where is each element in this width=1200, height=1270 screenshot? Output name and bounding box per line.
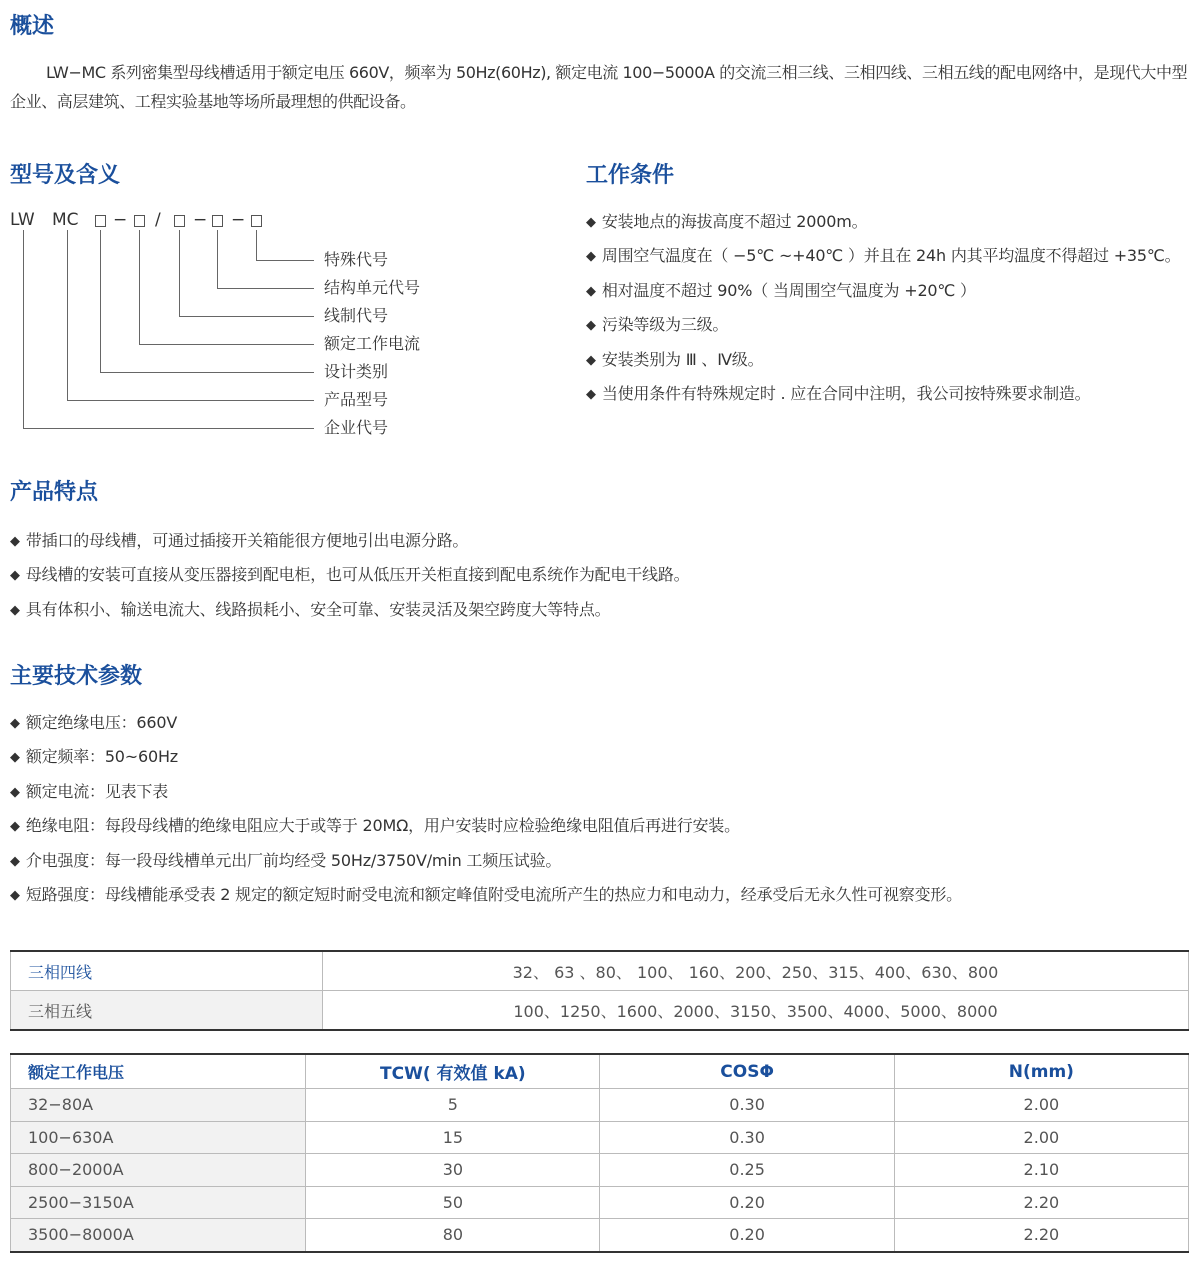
- param-text: 额定电流：见表下表: [25, 781, 169, 801]
- table-header-row: [11, 1054, 1189, 1089]
- code-dash-1: −: [113, 210, 128, 230]
- row-values: 100、1250、1600、2000、3150、3500、4000、5000、8000: [323, 991, 1189, 1031]
- param-text: 额定绝缘电压：660V: [25, 713, 178, 732]
- model-label-wiring: 线制代号: [324, 306, 389, 325]
- connector-line: [179, 316, 314, 317]
- table-row: [11, 991, 1189, 1031]
- connector-line: [67, 230, 68, 400]
- table-cell: 0.30: [600, 1121, 894, 1154]
- column-header: TCW( 有效值 kA): [306, 1054, 600, 1089]
- feature-text: 母线槽的安装可直接从变压器接到配电柜，也可从低压开关柜直接到配电系统作为配电干线路。: [25, 565, 690, 585]
- list-item: [10, 882, 962, 916]
- model-label-special: 特殊代号: [324, 250, 389, 269]
- list-item: [586, 243, 1180, 277]
- condition-text: 周围空气温度在（ −5℃ ~+40℃ ）并且在 24h 内其平均温度不得超过 +35℃。: [601, 246, 1181, 266]
- model-code-diagram: [0, 205, 560, 445]
- table-cell: 2.00: [894, 1089, 1188, 1122]
- connector-line: [256, 260, 314, 261]
- short-circuit-table: [10, 1053, 1189, 1253]
- table-row: [11, 1121, 1189, 1154]
- code-box-current: [134, 215, 145, 227]
- condition-text: 当使用条件有特殊规定时 . 应在合同中注明，我公司按特殊要求制造。: [601, 383, 1091, 403]
- table-cell: 3500−8000A: [11, 1219, 306, 1252]
- conditions-list: [586, 209, 1180, 415]
- condition-text: 安装类别为 Ⅲ 、Ⅳ级。: [601, 349, 764, 369]
- overview-text: LW−MC 系列密集型母线槽适用于额定电压 660V，频率为 50Hz(60Hz), 额定电流 100−5000A 的交流三相三线、三相四线、三相五线的配电网络中，是现代大中型企业、高层建筑、工程实验基地等场所最理想的供配设备。: [10, 63, 1188, 111]
- model-heading: 型号及含义: [10, 163, 121, 188]
- connector-line: [139, 344, 314, 345]
- list-item: [10, 779, 962, 813]
- connector-line: [23, 230, 24, 428]
- table-cell: 2.20: [894, 1186, 1188, 1219]
- diamond-bullet-icon: ◆: [10, 750, 20, 766]
- diamond-bullet-icon: ◆: [10, 887, 20, 903]
- model-label-structure: 结构单元代号: [324, 278, 421, 297]
- features-list: [10, 528, 689, 631]
- list-item: [586, 209, 1180, 243]
- diamond-bullet-icon: ◆: [10, 534, 20, 549]
- table-row: [11, 1089, 1189, 1122]
- code-box-structure: [212, 215, 223, 227]
- table-cell: 2.10: [894, 1154, 1188, 1187]
- model-label-company: 企业代号: [324, 418, 389, 437]
- table-cell: 100−630A: [11, 1121, 306, 1154]
- column-header: 额定工作电压: [11, 1054, 306, 1089]
- column-header: N(mm): [894, 1054, 1188, 1089]
- list-item: [10, 744, 962, 778]
- diamond-bullet-icon: ◆: [586, 283, 596, 299]
- param-text: 额定频率：50~60Hz: [25, 747, 178, 767]
- conditions-heading: 工作条件: [586, 163, 675, 188]
- table-cell: 2.20: [894, 1219, 1188, 1252]
- code-lw: LW: [10, 210, 35, 230]
- row-label-four-wire: 三相四线: [11, 951, 323, 991]
- feature-text: 带插口的母线槽，可通过插接开关箱能很方便地引出电源分路。: [25, 531, 469, 550]
- list-item: [10, 848, 962, 882]
- list-item: [10, 562, 689, 596]
- feature-text: 具有体积小、输送电流大、线路损耗小、安全可靠、安装灵活及架空跨度大等特点。: [25, 599, 611, 619]
- table-cell: 2500−3150A: [11, 1186, 306, 1219]
- current-rating-table: [10, 950, 1189, 1031]
- param-text: 介电强度：每一段母线槽单元出厂前均经受 50Hz/3750V/min 工频压试验。: [25, 850, 562, 870]
- connector-line: [67, 400, 314, 401]
- diamond-bullet-icon: ◆: [10, 784, 20, 800]
- table-cell: 0.20: [600, 1219, 894, 1252]
- code-dash-2: −: [193, 210, 208, 230]
- model-label-design: 设计类别: [324, 362, 389, 381]
- list-item: [10, 813, 962, 847]
- table-cell: 15: [306, 1121, 600, 1154]
- connector-line: [139, 230, 140, 344]
- table-cell: 5: [306, 1089, 600, 1122]
- overview-heading: 概述: [10, 14, 55, 39]
- connector-line: [179, 230, 180, 316]
- list-item: [10, 597, 689, 631]
- list-item: [586, 312, 1180, 346]
- table-row: [11, 951, 1189, 991]
- diamond-bullet-icon: ◆: [586, 352, 596, 368]
- condition-text: 相对温度不超过 90%（ 当周围空气温度为 +20℃ ）: [601, 280, 976, 300]
- column-header: COSΦ: [600, 1054, 894, 1089]
- model-label-current: 额定工作电流: [324, 334, 421, 353]
- diamond-bullet-icon: ◆: [10, 819, 20, 835]
- table-cell: 800−2000A: [11, 1154, 306, 1187]
- diamond-bullet-icon: ◆: [586, 249, 596, 265]
- connector-line: [23, 428, 314, 429]
- table-cell: 80: [306, 1219, 600, 1252]
- condition-text: 安装地点的海拔高度不超过 2000m。: [601, 212, 868, 231]
- features-heading: 产品特点: [10, 480, 99, 505]
- code-box-wiring: [174, 215, 185, 227]
- param-text: 绝缘电阻：每段母线槽的绝缘电阻应大于或等于 20MΩ，用户安装时应检验绝缘电阻值后再进行安装。: [25, 816, 740, 836]
- condition-text: 污染等级为三级。: [601, 315, 729, 335]
- list-item: [586, 381, 1180, 415]
- table-row: [11, 1219, 1189, 1252]
- list-item: [586, 347, 1180, 381]
- list-item: [10, 710, 962, 744]
- connector-line: [217, 230, 218, 288]
- table-cell: 0.25: [600, 1154, 894, 1187]
- params-heading: 主要技术参数: [10, 664, 143, 689]
- code-dash-3: −: [231, 210, 246, 230]
- connector-line: [100, 230, 101, 372]
- table-cell: 32−80A: [11, 1089, 306, 1122]
- model-label-product: 产品型号: [324, 390, 389, 409]
- code-slash: /: [155, 210, 161, 230]
- table-row: [11, 1154, 1189, 1187]
- connector-line: [217, 288, 314, 289]
- diamond-bullet-icon: ◆: [10, 853, 20, 869]
- code-box-design: [95, 215, 106, 227]
- table-cell: 0.30: [600, 1089, 894, 1122]
- row-values: 32、 63 、80、 100、 160、200、250、315、400、630、800: [323, 951, 1189, 991]
- row-label-five-wire: 三相五线: [11, 991, 323, 1031]
- params-list: [10, 710, 962, 916]
- diamond-bullet-icon: ◆: [586, 386, 596, 402]
- table-cell: 50: [306, 1186, 600, 1219]
- table-cell: 0.20: [600, 1186, 894, 1219]
- diamond-bullet-icon: ◆: [10, 602, 20, 618]
- code-mc: MC: [52, 210, 79, 230]
- diamond-bullet-icon: ◆: [586, 318, 596, 334]
- connector-line: [256, 230, 257, 260]
- connector-line: [100, 372, 314, 373]
- table-cell: 2.00: [894, 1121, 1188, 1154]
- diamond-bullet-icon: ◆: [10, 568, 20, 584]
- table-cell: 30: [306, 1154, 600, 1187]
- list-item: [586, 278, 1180, 312]
- param-text: 短路强度：母线槽能承受表 2 规定的额定短时耐受电流和额定峰值附受电流所产生的热应力和电动力，经承受后无永久性可视察变形。: [25, 884, 962, 904]
- code-box-special: [251, 215, 262, 227]
- diamond-bullet-icon: ◆: [10, 716, 20, 731]
- diamond-bullet-icon: ◆: [586, 215, 596, 230]
- table-row: [11, 1186, 1189, 1219]
- list-item: [10, 528, 689, 562]
